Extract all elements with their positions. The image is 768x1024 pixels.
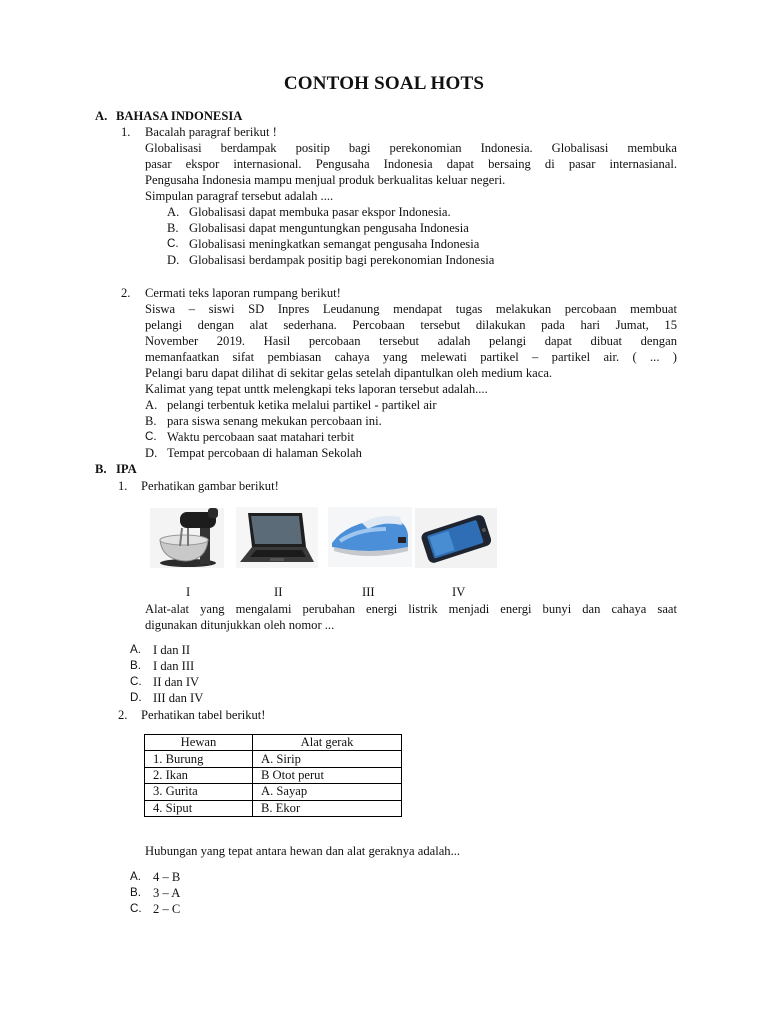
table-cell: 3. Gurita <box>145 784 253 800</box>
question-text: Kalimat yang tepat unttk melengkapi teks laporan tersebut adalah.... <box>145 382 488 396</box>
stand-mixer-image <box>150 508 224 568</box>
question-prompt: Perhatikan tabel berikut! <box>141 708 266 722</box>
option-text[interactable]: I dan II <box>153 643 191 657</box>
image-label: II <box>274 585 283 599</box>
option-text[interactable]: Waktu percobaan saat matahari terbit <box>167 430 355 444</box>
animal-table <box>144 734 402 817</box>
option-letter[interactable]: B. <box>130 659 141 672</box>
question-text: Alat-alat yang mengalami perubahan energi listrik menjadi energi bunyi dan cahaya saat digunakan ditunjukkan oleh nomor ... <box>145 602 677 632</box>
table-cell: A. Sayap <box>253 784 402 800</box>
table-row <box>145 767 402 783</box>
section-a-title: BAHASA INDONESIA <box>116 109 243 123</box>
laptop-image <box>236 507 318 568</box>
image-label: I <box>186 585 191 599</box>
option-letter[interactable]: B. <box>130 886 141 899</box>
option-letter[interactable]: C. <box>130 675 142 688</box>
option-text[interactable]: III dan IV <box>153 691 204 705</box>
option-letter[interactable]: A. <box>130 643 141 656</box>
table-row <box>145 800 402 816</box>
option-letter[interactable]: C. <box>130 902 142 915</box>
page-title: CONTOH SOAL HOTS <box>283 73 485 94</box>
option-text[interactable]: Globalisasi dapat menguntungkan pengusaha Indonesia <box>189 221 469 235</box>
option-text[interactable]: Globalisasi meningkatkan semangat pengusaha Indonesia <box>189 237 480 251</box>
option-text[interactable]: I dan III <box>153 659 195 673</box>
option-text[interactable]: 4 – B <box>153 870 181 884</box>
option-letter[interactable]: D. <box>145 446 158 460</box>
table-header-row <box>145 735 402 751</box>
table-cell: 1. Burung <box>145 751 253 767</box>
table-cell: A. Sirip <box>253 751 402 767</box>
table-header: Alat gerak <box>253 735 402 751</box>
question-number: 1. <box>121 125 131 139</box>
option-letter[interactable]: B. <box>167 221 179 235</box>
question-number: 2. <box>121 286 131 300</box>
question-number: 1. <box>118 479 128 493</box>
table-header: Hewan <box>145 735 253 751</box>
section-b-title: IPA <box>116 462 137 476</box>
option-text[interactable]: 3 – A <box>153 886 181 900</box>
option-letter[interactable]: A. <box>130 870 141 883</box>
option-text[interactable]: II dan IV <box>153 675 200 689</box>
image-label: IV <box>452 585 466 599</box>
option-letter[interactable]: C. <box>167 237 179 250</box>
option-letter[interactable]: D. <box>167 253 180 267</box>
option-letter[interactable]: D. <box>130 691 142 704</box>
electric-iron-image <box>328 507 412 567</box>
option-text[interactable]: pelangi terbentuk ketika melalui partikel - partikel air <box>167 398 437 412</box>
question-prompt: Bacalah paragraf berikut ! <box>145 125 277 139</box>
question-prompt: Cermati teks laporan rumpang berikut! <box>145 286 341 300</box>
question-prompt: Perhatikan gambar berikut! <box>141 479 279 493</box>
question-number: 2. <box>118 708 128 722</box>
option-text[interactable]: Globalisasi dapat membuka pasar ekspor Indonesia. <box>189 205 451 219</box>
table-row <box>145 784 402 800</box>
option-letter[interactable]: A. <box>167 205 180 219</box>
section-b-letter: B. <box>95 462 107 476</box>
reading-paragraph: Globalisasi berdampak positip bagi perekonomian Indonesia. Globalisasi membuka pasar ekspor internasional. Pengusaha Indonesia dapat bersaing di pasar internasianal. Pengusaha Indonesia mampu menjual produk berkualitas keluar negeri. <box>145 141 677 187</box>
option-text[interactable]: para siswa senang mekukan percobaan ini. <box>167 414 382 428</box>
table-cell: 4. Siput <box>145 800 253 816</box>
table-cell: B. Ekor <box>253 800 402 816</box>
section-a-letter: A. <box>95 109 108 123</box>
option-text[interactable]: Tempat percobaan di halaman Sekolah <box>167 446 362 460</box>
option-letter[interactable]: A. <box>145 398 158 412</box>
reading-paragraph: Siswa – siswi SD Inpres Leudanung mendapat tugas melakukan percobaan membuat pelangi dengan alat sederhana. Percobaan tersebut dilakukan pada hari Jumat, 15 November 2019. Hasil percobaan tersebut adalah pelangi dapat dibuat dengan memanfaatkan sifat pembiasan cahaya yang melewati partikel – partikel air. ( ... ) Pelangi baru dapat dilihat di sekitar gelas setelah dipantulkan oleh medium kaca. <box>145 302 677 380</box>
image-label: III <box>362 585 375 599</box>
option-letter[interactable]: C. <box>145 430 157 443</box>
table-cell: B Otot perut <box>253 767 402 783</box>
question-text: Simpulan paragraf tersebut adalah .... <box>145 189 334 203</box>
table-row <box>145 751 402 767</box>
option-text[interactable]: Globalisasi berdampak positip bagi perekonomian Indonesia <box>189 253 495 267</box>
table-cell: 2. Ikan <box>145 767 253 783</box>
question-text: Hubungan yang tepat antara hewan dan alat geraknya adalah... <box>145 844 461 858</box>
option-text[interactable]: 2 – C <box>153 902 181 916</box>
option-letter[interactable]: B. <box>145 414 157 428</box>
smartphone-image <box>415 508 497 568</box>
